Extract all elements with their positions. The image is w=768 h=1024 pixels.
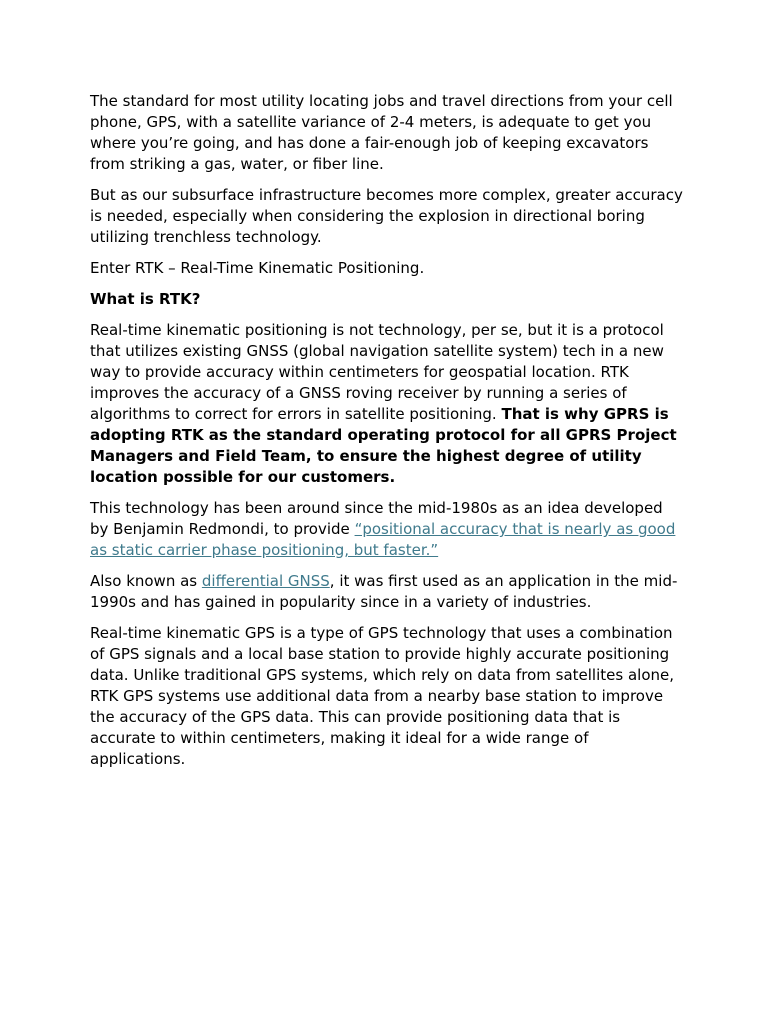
positional-accuracy-link[interactable]: “positional accuracy that is nearly as good as static carrier phase positioning, but faster.” [90, 520, 676, 559]
infrastructure-paragraph: But as our subsurface infrastructure becomes more complex, greater accuracy is needed, especially when considering the explosion in directional boring utilizing trenchless technology. [90, 186, 683, 246]
document-body [90, 91, 684, 780]
differential-gnss-link[interactable]: differential GNSS [201, 572, 330, 590]
protocol-bold-text: That is why GPRS is adopting RTK as the standard operating protocol for all GPRS Project Managers and Field Team, to ensure the highest degree of utility location possible for our customers. [90, 405, 677, 486]
differential-after-text: , it was first used as an application in the mid-1990s and has gained in popularity since in a variety of industries. [90, 572, 678, 611]
section-heading: What is RTK? [90, 290, 201, 308]
protocol-text: Real-time kinematic positioning is not technology, per se, but it is a protocol that utilizes existing GNSS (global navigation satellite system) tech in a new way to provide accuracy within centimeters for geospatial location. RTK improves the accuracy of a GNSS roving receiver by running a series of algorithms to correct for errors in satellite positioning. [90, 321, 664, 423]
protocol-paragraph [90, 320, 684, 488]
history-text: This technology has been around since the mid-1980s as an idea developed by Benjamin Redmondi, to provide [90, 499, 663, 538]
differential-before-text: Also known as [90, 572, 202, 590]
enter-rtk-paragraph: Enter RTK – Real-Time Kinematic Positioning. [90, 259, 425, 277]
intro-paragraph: The standard for most utility locating jobs and travel directions from your cell phone, GPS, with a satellite variance of 2-4 meters, is adequate to get you where you’re going, and has done a fair-enough job of keeping excavators from striking a gas, water, or fiber line. [90, 92, 673, 173]
rtk-gps-paragraph: Real-time kinematic GPS is a type of GPS technology that uses a combination of GPS signals and a local base station to provide highly accurate positioning data. Unlike traditional GPS systems, which rely on data from satellites alone, RTK GPS systems use additional data from a nearby base station to improve the accuracy of the GPS data. This can provide positioning data that is accurate to within centimeters, making it ideal for a wide range of applications. [90, 624, 674, 768]
differential-paragraph [90, 571, 684, 613]
history-paragraph [90, 498, 684, 561]
